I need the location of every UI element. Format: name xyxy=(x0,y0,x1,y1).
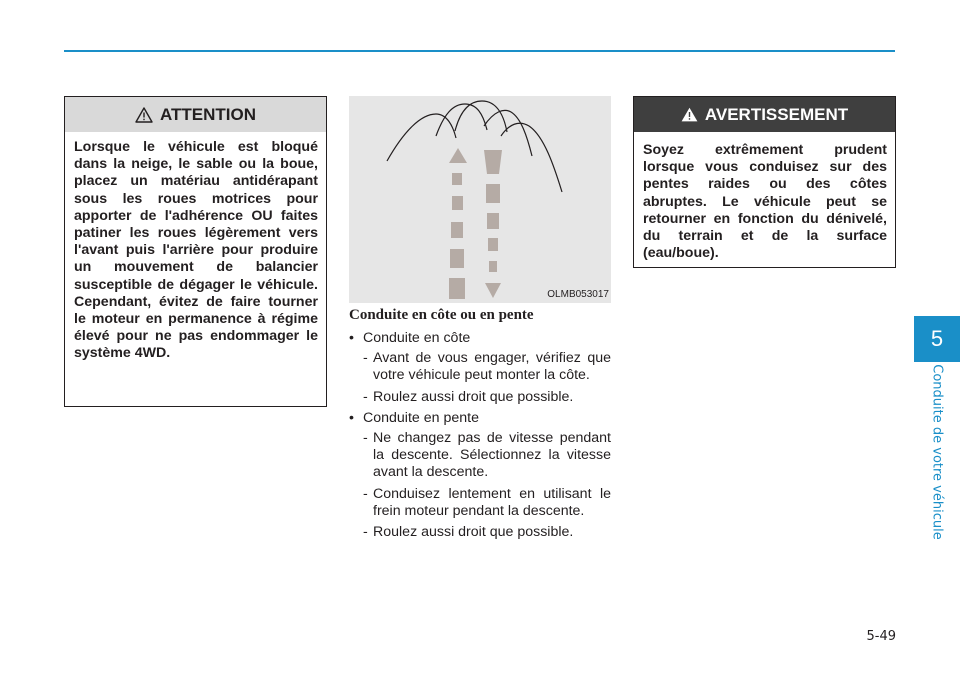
bullet-label: Conduite en pente xyxy=(363,409,479,426)
attention-header xyxy=(65,97,326,132)
dash-item-text: Avant de vous engager, vérifiez que votre véhicule peut monter la côte. xyxy=(373,350,611,384)
section-body xyxy=(349,330,611,545)
bullet-mark: • xyxy=(349,330,354,346)
bullet-label: Conduite en côte xyxy=(363,330,471,346)
list-item: - Roulez aussi droit que possible. xyxy=(349,524,611,541)
warning-title: AVERTISSEMENT xyxy=(704,104,849,124)
hill-slope-illustration xyxy=(349,96,611,303)
page-number: 5-49 xyxy=(866,629,896,644)
list-item xyxy=(349,410,611,427)
dash-item-text: Roulez aussi droit que possible. xyxy=(373,388,574,405)
warning-header xyxy=(634,97,895,132)
attention-box xyxy=(64,96,327,407)
chapter-tab: 5 xyxy=(914,316,960,362)
list-item: - Conduisez lentement en utilisant le frein moteur pendant la descente. xyxy=(363,485,611,519)
warning-triangle-icon xyxy=(135,107,153,123)
bullet-mark: • xyxy=(349,409,354,426)
warning-box xyxy=(633,96,896,268)
dash-item-text: Ne changez pas de vitesse pendant la descente. Sélectionnez la vitesse avant la descente. xyxy=(373,430,611,481)
dash-item-text: Conduisez lentement en utilisant le frein moteur pendant la descente. xyxy=(373,485,611,519)
attention-title: ATTENTION xyxy=(159,104,256,124)
list-item: - Avant de vous engager, vérifiez que votre véhicule peut monter la côte. xyxy=(363,350,611,384)
warning-triangle-icon xyxy=(681,107,698,122)
attention-text: Lorsque le véhicule est bloqué dans la neige, le sable ou la boue, placez un matériau antidérapant sous les roues motrices pour apporter de l'adhérence OU faites patiner les roues légèrement vers l'avant puis l'arrière pour produire un mouvement de balancier susceptible de dégager le véhicule. Cependant, évitez de faire tourner le moteur en permanence à régime élevé pour ne pas endommager le système 4WD. xyxy=(74,139,318,362)
up-arrow-head xyxy=(449,148,467,163)
hill-slope-arrows-illustration xyxy=(349,96,611,303)
list-item: - Roulez aussi droit que possible. xyxy=(349,389,611,406)
section-heading: Conduite en côte ou en pente xyxy=(349,307,534,323)
chapter-title: Conduite de votre véhicule xyxy=(929,364,945,540)
down-arrow-head xyxy=(485,283,501,298)
list-item xyxy=(349,330,611,347)
warning-text: Soyez extrêmement prudent lorsque vous conduisez sur des pentes raides ou des côtes abruptes. Le véhicule peut se retourner en fonction du dénivelé, du terrain et de la surface (eau/boue). xyxy=(643,142,887,262)
list-item: - Ne changez pas de vitesse pendant la descente. Sélectionnez la vitesse avant la descente. xyxy=(363,430,611,481)
dash-item-text: Roulez aussi droit que possible. xyxy=(373,524,574,541)
figure-code: OLMB053017 xyxy=(547,289,609,300)
header-rule xyxy=(64,50,895,52)
